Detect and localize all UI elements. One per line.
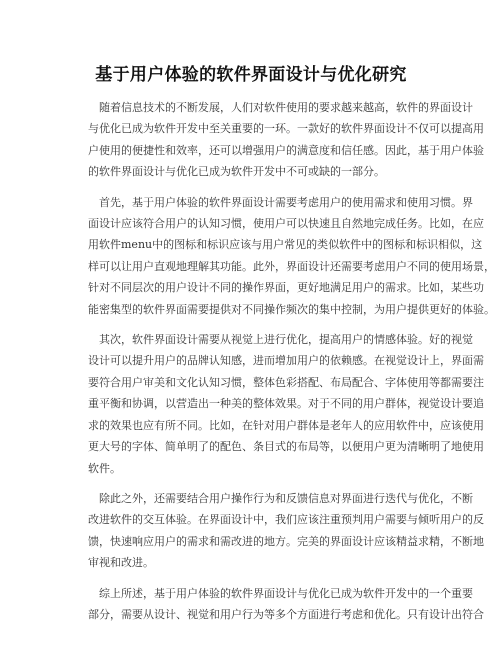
text-line: 其次，软件界面设计需要从视觉上进行优化，提高用户的情感体验。好的视觉	[99, 333, 473, 347]
text-line: 面设计应该符合用户的认知习惯，使用户可以快速且自然地完成任务。比如，在应	[88, 217, 484, 231]
document-body	[88, 97, 495, 634]
text-line: 首先，基于用户体验的软件界面设计需要考虑用户的使用需求和使用习惯。界	[99, 195, 473, 209]
text-line: 与优化已成为软件开发中至关重要的一环。一款好的软件界面设计不仅可以提高用	[88, 122, 484, 136]
text-line: 软件。	[88, 461, 121, 475]
text-line: 的软件界面设计与优化已成为软件开发中不可或缺的一部分。	[88, 165, 385, 179]
text-line: 馈，快速响应用户的需求和需改进的地方。完美的界面设计应该精益求精，不断地	[88, 534, 484, 548]
text-line: 针对不同层次的用户设计不同的操作界面，更好地满足用户的需求。比如，某些功	[88, 281, 484, 295]
text-line: 改进软件的交互体验。在界面设计中，我们应该注重预判用户需要与倾听用户的反	[88, 513, 484, 527]
text-line: 除此之外，还需要结合用户操作行为和反馈信息对界面进行迭代与优化，不断	[99, 491, 473, 505]
text-line: 部分，需要从设计、视觉和用户行为等多个方面进行考虑和优化。只有设计出符合	[88, 607, 484, 621]
text-line: 随着信息技术的不断发展，人们对软件使用的要求越来越高，软件的界面设计	[99, 101, 473, 114]
paragraph-conclusion	[88, 583, 484, 626]
text-line: 求的效果也应有所不同。比如，在针对用户群体是老年人的应用软件中，应该使用	[88, 418, 484, 432]
paragraph-user-needs	[88, 192, 495, 320]
text-line: 更大号的字体、简单明了的配色、条目式的布局等，以便用户更为清晰明了地使用	[88, 440, 484, 454]
paragraph-intro	[88, 97, 484, 183]
text-line: 综上所述，基于用户体验的软件界面设计与优化已成为软件开发中的一个重要	[99, 586, 473, 600]
text-line: 要符合用户审美和文化认知习惯，整体色彩搭配、布局配合、字体使用等都需要注	[88, 375, 484, 389]
text-line: 能密集型的软件界面需要提供对不同操作频次的集中控制，为用户提供更好的体验。	[88, 302, 495, 316]
text-line: 户使用的便捷性和效率，还可以增强用户的满意度和信任感。因此，基于用户体验	[88, 143, 484, 157]
text-line: 审视和改进。	[88, 556, 154, 570]
text-line: 用软件menu中的图标和标识应该与用户常见的类似软件中的图标和标识相似，这	[88, 238, 483, 252]
text-line: 设计可以提升用户的品牌认知感，进而增加用户的依赖感。在视觉设计上，界面需	[88, 354, 484, 368]
paragraph-iteration	[88, 488, 484, 574]
document-title: 基于用户体验的软件界面设计与优化研究	[95, 65, 407, 85]
paragraph-visual-design	[88, 329, 484, 479]
text-line: 样可以让用户直观地理解其功能。此外，界面设计还需要考虑用户不同的使用场景，	[88, 259, 495, 273]
text-line: 重平衡和协调，以营造出一种美的整体效果。对于不同的用户群体，视觉设计要追	[88, 397, 484, 411]
